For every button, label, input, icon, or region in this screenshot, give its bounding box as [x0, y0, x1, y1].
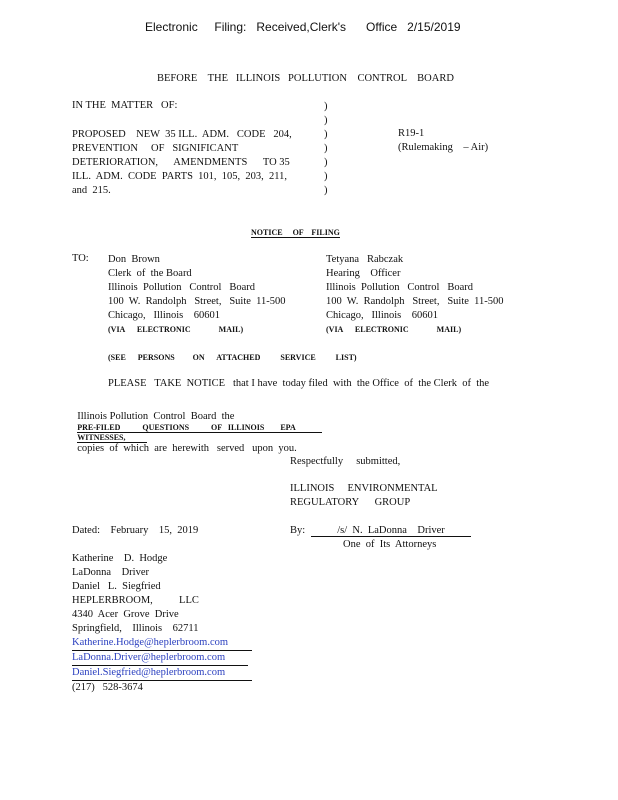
paren: ) — [324, 185, 328, 196]
email-link[interactable]: LaDonna.Driver@heplerbroom.com — [72, 651, 248, 666]
document-title: PRE-FILED QUESTIONS OF ILLINOIS EPA — [77, 423, 322, 433]
org-line: ILLINOIS ENVIRONMENTAL — [290, 483, 438, 494]
document-title-cont: WITNESSES, — [77, 433, 147, 443]
paren: ) — [324, 115, 328, 126]
body-text: copies of which are herewith served upon you. — [77, 443, 297, 454]
notice-body-line-3 — [72, 421, 297, 454]
proposal-line: PROPOSED NEW 35 ILL. ADM. CODE 204, — [72, 129, 292, 140]
recipient-left — [108, 253, 286, 337]
proposal-line: ILL. ADM. CODE PARTS 101, 105, 203, 211, — [72, 171, 288, 182]
proposal-block — [72, 128, 302, 198]
paren: ) — [324, 129, 328, 140]
attorney-line: Daniel L. Siegfried — [72, 581, 161, 592]
caption-parens — [324, 100, 328, 198]
in-the-matter: IN THE MATTER OF: — [72, 100, 178, 111]
proposal-line: and 215. — [72, 185, 111, 196]
recipient-line: Illinois Pollution Control Board — [108, 282, 256, 293]
signature-caption: One of Its Attorneys — [343, 539, 437, 550]
paren: ) — [324, 171, 328, 182]
to-label: TO: — [72, 253, 89, 264]
notice-body-line-1: PLEASE TAKE NOTICE that I have today filed with the Office of the Clerk of the — [108, 378, 490, 389]
board-title: BEFORE THE ILLINOIS POLLUTION CONTROL BOARD — [157, 73, 454, 84]
filing-stamp: Electronic Filing: Received,Clerk's Office 2/15/2019 — [145, 20, 461, 34]
attorney-line: 4340 Acer Grove Drive — [72, 609, 179, 620]
paren: ) — [324, 101, 328, 112]
recipient-line: Chicago, Illinois 60601 — [326, 310, 438, 321]
recipient-right — [326, 253, 504, 337]
paren: ) — [324, 143, 328, 154]
email-link[interactable]: Katherine.Hodge@heplerbroom.com — [72, 636, 252, 651]
via-electronic-mail: (VIA ELECTRONIC MAIL) — [108, 325, 244, 334]
proposal-line: PREVENTION OF SIGNIFICANT — [72, 143, 239, 154]
recipient-line: Hearing Officer — [326, 268, 401, 279]
recipient-line: Tetyana Rabczak — [326, 254, 404, 265]
recipient-line: Illinois Pollution Control Board — [326, 282, 474, 293]
attorney-line: Springfield, Illinois 62711 — [72, 623, 199, 634]
recipient-line: Chicago, Illinois 60601 — [108, 310, 220, 321]
dated: Dated: February 15, 2019 — [72, 525, 199, 536]
organization — [290, 482, 438, 510]
attorney-block — [72, 552, 252, 695]
notice-title: NOTICE OF FILING — [251, 228, 340, 237]
recipient-line: 100 W. Randolph Street, Suite 11-500 — [108, 296, 286, 307]
docket-type: (Rulemaking – Air) — [398, 142, 489, 153]
recipient-line: 100 W. Randolph Street, Suite 11-500 — [326, 296, 504, 307]
attorney-line: HEPLERBROOM, LLC — [72, 595, 199, 606]
phone: (217) 528-3674 — [72, 682, 143, 693]
email-link[interactable]: Daniel.Siegfried@heplerbroom.com — [72, 666, 252, 681]
closing: Respectfully submitted, — [290, 456, 401, 467]
recipient-line: Clerk of the Board — [108, 268, 192, 279]
org-line: REGULATORY GROUP — [290, 497, 411, 508]
paren: ) — [324, 157, 328, 168]
via-electronic-mail: (VIA ELECTRONIC MAIL) — [326, 325, 462, 334]
body-text: Illinois Pollution Control Board the — [77, 411, 235, 422]
by-label: By: — [290, 525, 306, 536]
proposal-line: DETERIORATION, AMENDMENTS TO 35 — [72, 157, 290, 168]
signature-line: /s/ N. LaDonna Driver — [311, 525, 471, 537]
attorney-line: LaDonna Driver — [72, 567, 149, 578]
recipient-line: Don Brown — [108, 254, 160, 265]
see-persons-note: (SEE PERSONS ON ATTACHED SERVICE LIST) — [108, 353, 357, 362]
docket-number: R19-1 — [398, 128, 425, 139]
attorney-line: Katherine D. Hodge — [72, 553, 168, 564]
